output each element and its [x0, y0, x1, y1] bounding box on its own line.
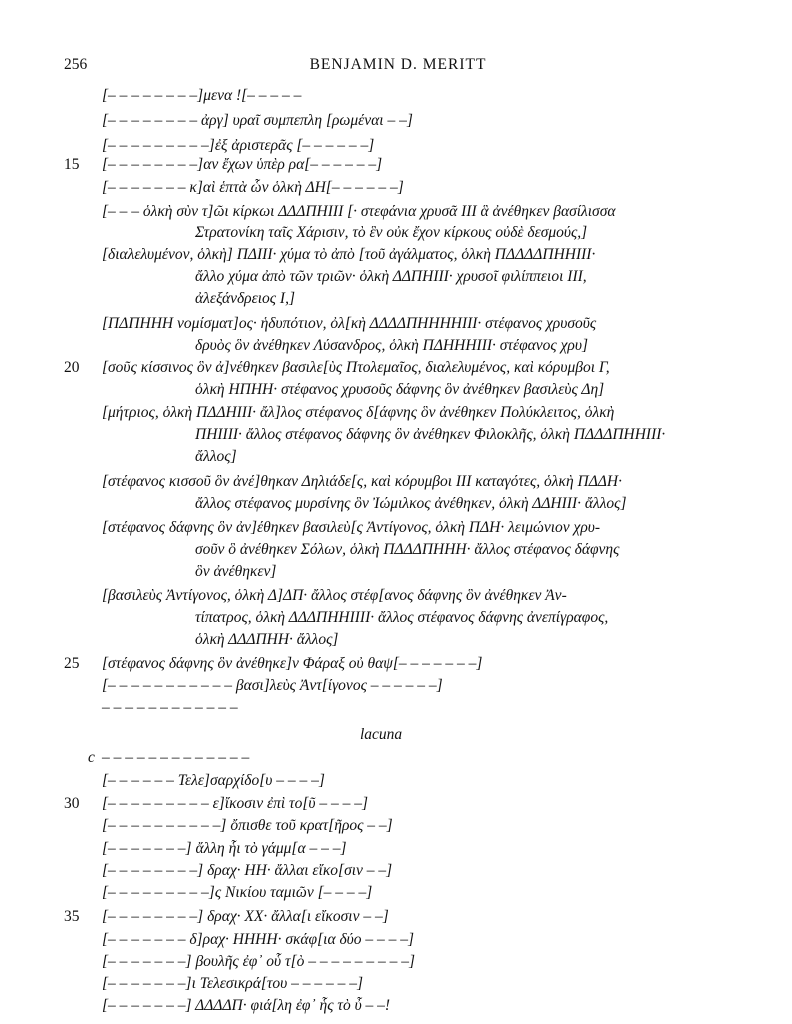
inscription-line: [– – – – – – – – – –] ὄπισθε τοῦ κρατ[ῆρος – –]: [102, 817, 393, 834]
margin-mark: c: [88, 749, 95, 766]
inscription-line: [μήτριος, ὁλκὴ ΠΔΔΗΙΙΙ· ἄλ]λος στέφανος δ[άφνης ὃν ἀνέθηκεν Πολύκλειτος, ὁλκὴ: [102, 404, 615, 421]
inscription-line: – – – – – – – – – – – – –: [102, 749, 250, 766]
inscription-line: [– – – – – – –]ι Τελεσικρά[του – – – – – –]: [102, 975, 364, 992]
inscription-line: [στέφανος δάφνης ὃν ἀνέθηκε]ν Φάραξ οὐ θαψ[– – – – – – –]: [102, 655, 483, 672]
inscription-line: [– – – – – – –] ΔΔΔΔΠ· φιά[λη ἐφ᾽ ἧς τὸ ὖ – –!: [102, 997, 391, 1014]
line-number: 35: [64, 908, 80, 925]
inscription-line: [– – – ὁλκὴ σὺν τ]ῶι κίρκωι ΔΔΔΠΗΙΙΙ [· στεφάνια χρυσᾶ ΙΙΙ ἃ ἀνέθηκεν βασίλισσα: [102, 203, 616, 220]
inscription-line: ἀλεξάνδρειος Ι,]: [195, 290, 296, 307]
inscription-line: – – – – – – – – – – – –: [102, 699, 238, 716]
lacuna-label: lacuna: [360, 726, 403, 743]
inscription-line: [στέφανος κισσοῦ ὃν ἀνέ]θηκαν Δηλιάδε[ς, καὶ κόρυμβοι ΙΙΙ καταγότες, ὁλκὴ ΠΔΔΗ·: [102, 473, 622, 490]
inscription-line: [βασιλεὺς Ἀντίγονος, ὁλκὴ Δ]ΔΠ· ἄλλος στέφ[ανος δάφνης ὃν ἀνέθηκεν Ἀν-: [102, 587, 567, 604]
line-number: 15: [64, 156, 80, 173]
inscription-line: [– – – – – – – –]μενα ![– – – – –: [102, 87, 302, 104]
inscription-line: [– – – – – – – –] δραχ· ΧΧ· ἄλλα[ι εἴκοσιν – –]: [102, 908, 389, 925]
inscription-line: ἄλλο χύμα ἀπὸ τῶν τριῶν· ὁλκὴ ΔΔΠΗΙΙΙ· χρυσοῖ φιλίππειοι ΙΙΙ,: [195, 268, 587, 285]
inscription-line: [– – – – – – – κ]αὶ ἑπτὰ ὧν ὁλκὴ ΔΗ[– – – – – –]: [102, 179, 404, 196]
inscription-line: [– – – – – – Τελε]σαρχίδο[υ – – – –]: [102, 772, 325, 789]
inscription-line: [– – – – – – – –] δραχ· ΗΗ· ἄλλαι εἴκο[σιν – –]: [102, 862, 393, 879]
inscription-line: [σοῦς κίσσινος ὃν ἀ]νέθηκεν βασιλε[ὺς Πτολεμαῖος, διαλελυμένος, καὶ κόρυμβοι Γ,: [102, 359, 610, 376]
inscription-line: Στρατονίκη ταῖς Χάρισιν, τὸ ἓν οὐκ ἔχον κίρκους οὐδὲ δεσμούς,]: [195, 224, 588, 241]
inscription-line: [– – – – – – – – –]ς Νικίου ταμιῶν [– – – –]: [102, 884, 373, 901]
inscription-line: [– – – – – – –] ἄλλη ἧι τὸ γάμμ[α – – –]: [102, 840, 347, 857]
inscription-line: σοῦν ὃ ἀνέθηκεν Σόλων, ὁλκὴ ΠΔΔΔΠΗΗΗ· ἄλλος στέφανος δάφνης: [195, 541, 620, 558]
inscription-line: ἄλλος στέφανος μυρσίνης ὃν Ἰώμιλκος ἀνέθηκεν, ὁλκὴ ΔΔΗΙΙΙ· ἄλλος]: [195, 495, 627, 512]
inscription-line: ὁλκὴ ΗΠΗΗ· στέφανος χρυσοῦς δάφνης ὃν ἀνέθηκεν βασιλεὺς Δη]: [195, 381, 605, 398]
inscription-line: [– – – – – – – – ἀργ] υραῖ συμπεπλη [ρωμέναι – –]: [102, 112, 413, 129]
inscription-line: [– – – – – – –] βουλῆς ἐφ᾽ οὗ τ[ὸ – – – – – – – – –]: [102, 953, 416, 970]
inscription-line: [διαλελυμένον, ὁλκὴ] ΠΔΙΙΙ· χύμα τὸ ἀπὸ [τοῦ ἀγάλματος, ὁλκὴ ΠΔΔΔΔΠΗΗΙΙΙ·: [102, 246, 596, 263]
inscription-line: τίπατρος, ὁλκὴ ΔΔΔΠΗΗΙΙΙΙ· ἄλλος στέφανος δάφνης ἀνεπίγραφος,: [195, 609, 609, 626]
inscription-line: ὁλκὴ ΔΔΔΠΗΗ· ἄλλος]: [195, 631, 339, 648]
inscription-line: δρυὸς ὃν ἀνέθηκεν Λύσανδρος, ὁλκὴ ΠΔΗΗΗΙΙΙ· στέφανος χρυ]: [195, 337, 588, 354]
running-title: BENJAMIN D. MERITT: [309, 56, 487, 73]
line-number: 30: [64, 795, 80, 812]
line-number: 25: [64, 655, 80, 672]
inscription-line: ἄλλος]: [195, 448, 237, 465]
inscription-line: [– – – – – – – – – – – βασι]λεὺς Ἀντ[ίγονος – – – – – –]: [102, 677, 443, 694]
inscription-line: ὃν ἀνέθηκεν]: [195, 563, 277, 580]
inscription-line: [– – – – – – – δ]ραχ· ΗΗΗΗ· σκάφ[ια δύο – – – –]: [102, 931, 415, 948]
inscription-line: [– – – – – – – –]αν ἔχων ὑπὲρ ρα[– – – – – –]: [102, 156, 383, 173]
inscription-line: ΠΗΙΙΙΙ· ἄλλος στέφανος δάφνης ὃν ἀνέθηκεν Φιλοκλῆς, ὁλκὴ ΠΔΔΔΠΗΗΙΙΙ·: [195, 426, 666, 443]
inscription-line: [ΠΔΠΗΗΗ νομίσματ]ος· ἡδυπότιον, ὀλ[κὴ ΔΔΔΔΠΗΗΗΗΙΙΙ· στέφανος χρυσοῦς: [102, 315, 597, 332]
page-number: 256: [64, 56, 88, 73]
line-number: 20: [64, 359, 80, 376]
inscription-line: [στέφανος δάφνης ὃν ἀν]έθηκεν βασιλεὺ[ς Ἀντίγονος, ὁλκὴ ΠΔΗ· λειμώνιον χρυ-: [102, 519, 601, 536]
inscription-line: [– – – – – – – – –]ἐξ ἀριστερᾶς [– – – – – –]: [102, 137, 375, 154]
inscription-line: [– – – – – – – – – ε]ἴκοσιν ἐπὶ το[ῦ – – – –]: [102, 795, 369, 812]
